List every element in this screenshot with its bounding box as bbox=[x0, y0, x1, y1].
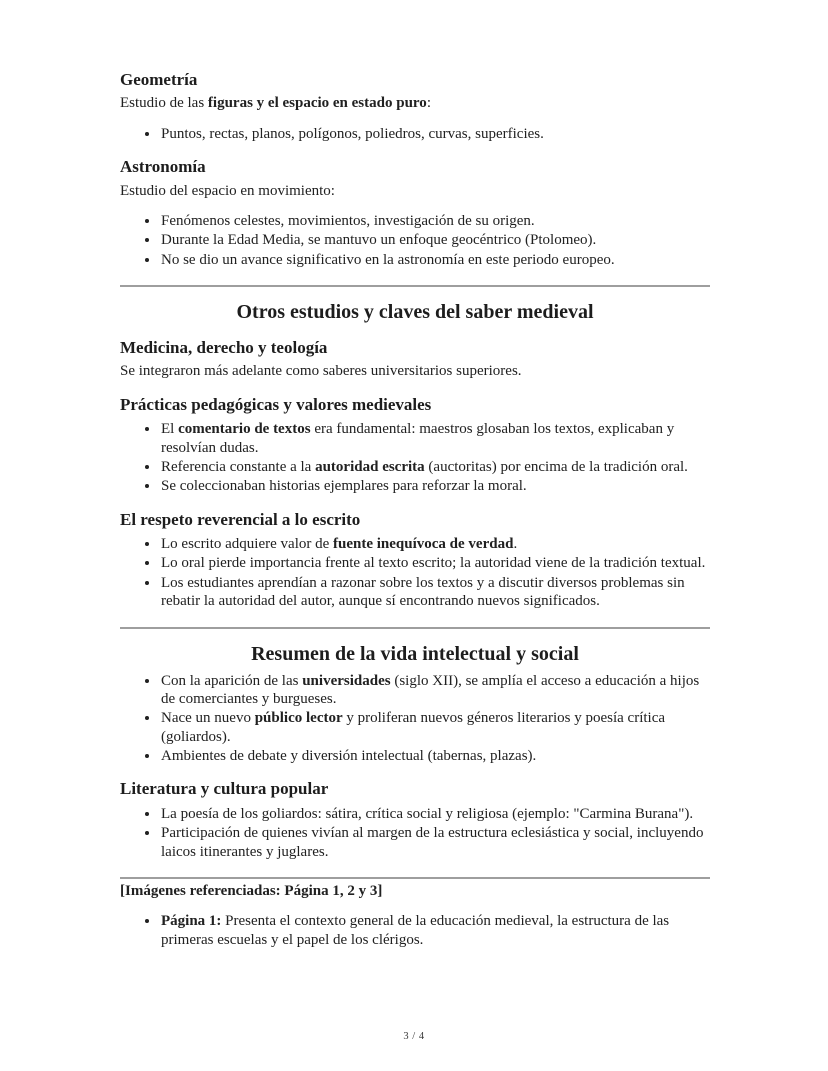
list-item bbox=[160, 458, 710, 476]
section-divider bbox=[120, 627, 710, 629]
section-divider bbox=[120, 285, 710, 287]
list-item: • Se coleccionaban historias ejemplares para reforzar la moral. bbox=[160, 477, 710, 495]
text-run: (auctoritas) por encima de la tradición oral. bbox=[424, 458, 688, 475]
resumen-bullet-list bbox=[120, 672, 710, 766]
list-item: • No se dio un avance significativo en la astronomía en este periodo europeo. bbox=[160, 251, 710, 269]
text-run: Con la aparición de las bbox=[161, 672, 303, 689]
referenced-images-list bbox=[120, 912, 710, 949]
list-item: • Ambientes de debate y diversión intelectual (tabernas, plazas). bbox=[160, 747, 710, 765]
astronomia-intro-paragraph: Estudio del espacio en movimiento: bbox=[120, 182, 335, 199]
page-number: 3 / 4 bbox=[403, 1031, 425, 1042]
section-heading-literatura: Literatura y cultura popular bbox=[120, 779, 329, 799]
section-heading-respeto: El respeto reverencial a lo escrito bbox=[120, 509, 361, 529]
section-title-otros-estudios: Otros estudios y claves del saber medieval bbox=[236, 301, 594, 324]
bold-run: universidades bbox=[302, 672, 391, 689]
text-run: El bbox=[161, 421, 179, 438]
text-run: y proliferan nuevos géneros literarios y poesía crítica (goliardos). bbox=[161, 710, 666, 745]
text-run: Estudio de las bbox=[120, 95, 208, 112]
text-run: Nace un nuevo bbox=[161, 710, 255, 727]
text-run: . bbox=[513, 536, 518, 553]
literatura-bullet-list bbox=[120, 805, 710, 861]
list-item bbox=[160, 420, 710, 457]
astronomia-bullet-list bbox=[120, 212, 710, 269]
bold-run: autoridad escrita bbox=[315, 458, 425, 475]
document-content bbox=[120, 70, 710, 963]
text-run: Lo escrito adquiere valor de bbox=[161, 536, 334, 553]
practicas-bullet-list bbox=[120, 420, 710, 496]
list-item: • Participación de quienes vivían al margen de la estructura eclesiástica y social, incluyendo laicos itinerantes y juglares. bbox=[160, 824, 710, 861]
section-heading-medicina: Medicina, derecho y teología bbox=[120, 338, 328, 358]
bold-run: figuras y el espacio en estado puro bbox=[207, 95, 427, 112]
list-item: • Puntos, rectas, planos, polígonos, poliedros, curvas, superficies. bbox=[160, 125, 710, 143]
text-run: era fundamental: maestros glosaban los textos, explicaban y resolvían dudas. bbox=[161, 421, 675, 456]
list-item bbox=[160, 535, 710, 553]
section-divider bbox=[120, 877, 710, 879]
list-item: • Durante la Edad Media, se mantuvo un enfoque geocéntrico (Ptolomeo). bbox=[160, 231, 710, 249]
respeto-bullet-list bbox=[120, 535, 710, 611]
section-title-resumen: Resumen de la vida intelectual y social bbox=[251, 642, 579, 665]
bold-run: fuente inequívoca de verdad bbox=[333, 536, 514, 553]
list-item: • Fenómenos celestes, movimientos, investigación de su origen. bbox=[160, 212, 710, 230]
text-run: (siglo XII), se amplía el acceso a educación a hijos de comerciantes y burgueses. bbox=[161, 672, 700, 707]
list-item: • Lo oral pierde importancia frente al texto escrito; la autoridad viene de la tradición textual. bbox=[160, 554, 710, 572]
bold-run: comentario de textos bbox=[178, 421, 311, 438]
referenced-images-label: [Imágenes referenciadas: Página 1, 2 y 3] bbox=[120, 882, 383, 899]
list-item bbox=[160, 672, 710, 709]
list-item: • La poesía de los goliardos: sátira, crítica social y religiosa (ejemplo: "Carmina Burana"). bbox=[160, 805, 710, 823]
list-item: • Los estudiantes aprendían a razonar sobre los textos y a discutir diversos problemas sin rebatir la autoridad del autor, aunque sí encontrando nuevos significados. bbox=[160, 574, 710, 611]
section-heading-geometria: Geometría bbox=[120, 70, 198, 89]
text-run: Presenta el contexto general de la educación medieval, la estructura de las primeras escuelas y el papel de los clérigos. bbox=[161, 913, 670, 948]
bold-run: público lector bbox=[254, 710, 343, 727]
geometria-bullet-list bbox=[120, 125, 710, 143]
list-item bbox=[160, 912, 710, 949]
section-heading-practicas: Prácticas pedagógicas y valores medievales bbox=[120, 394, 432, 414]
text-run: : bbox=[426, 95, 431, 112]
medicina-paragraph: Se integraron más adelante como saberes universitarios superiores. bbox=[120, 363, 522, 380]
section-heading-astronomia: Astronomía bbox=[120, 157, 206, 177]
bold-run: Página 1: bbox=[161, 913, 222, 930]
list-item bbox=[160, 709, 710, 746]
text-run: Referencia constante a la bbox=[161, 458, 316, 475]
geometria-intro-paragraph bbox=[120, 94, 710, 112]
